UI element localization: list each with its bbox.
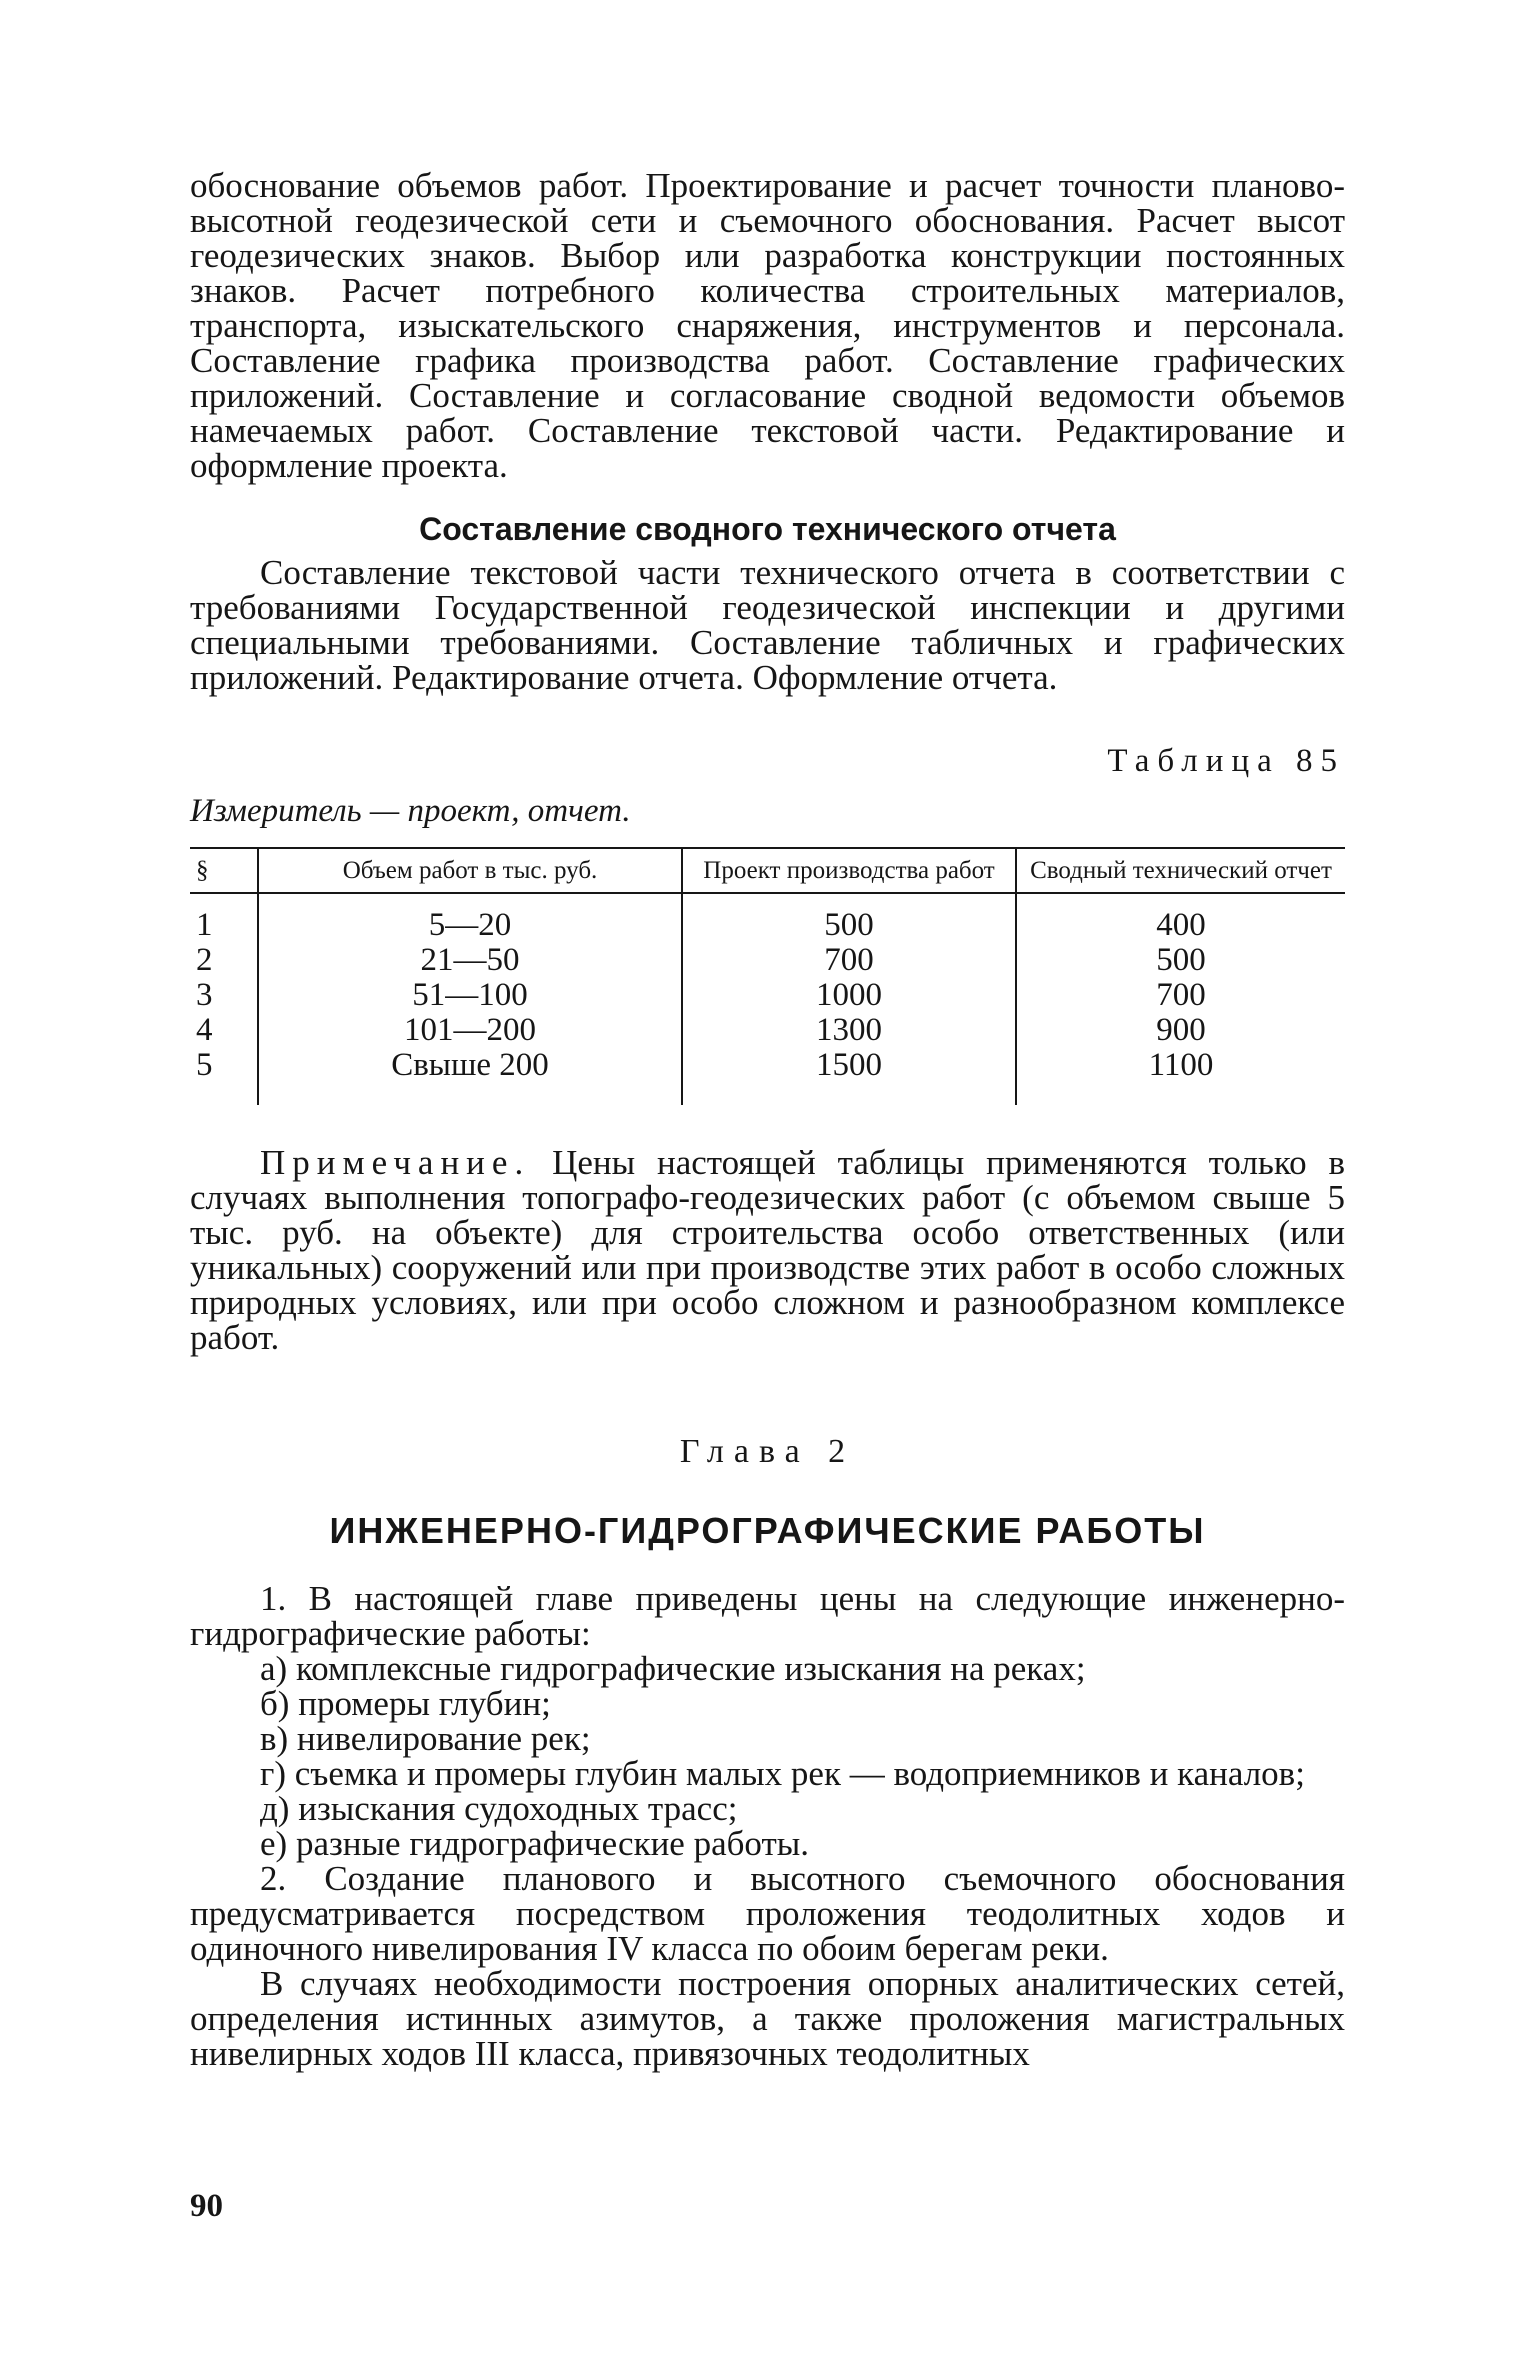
- list-item: а) комплексные гидрографические изыскания на реках;: [260, 1649, 1086, 1688]
- table-note: [190, 1145, 1345, 1355]
- chapter-label: Глава 2: [679, 1433, 856, 1470]
- price-table: [190, 847, 1345, 1105]
- cell-project: 1300: [682, 1013, 1016, 1048]
- table-row: [190, 1013, 1345, 1048]
- cell-project: 700: [682, 943, 1016, 978]
- cell-volume: 101—200: [258, 1013, 682, 1048]
- list-item: б) промеры глубин;: [260, 1684, 551, 1723]
- cell-project: 1500: [682, 1048, 1016, 1105]
- cell-volume: Свыше 200: [258, 1048, 682, 1105]
- table-number: Таблица 85: [1107, 743, 1345, 779]
- cell-volume: 5—20: [258, 893, 682, 943]
- table-row: [190, 943, 1345, 978]
- chapter-title: ИНЖЕНЕРНО-ГИДРОГРАФИЧЕСКИЕ РАБОТЫ: [329, 1510, 1206, 1551]
- cell-project: 500: [682, 893, 1016, 943]
- cell-section: 1: [196, 907, 213, 943]
- header-section: §: [190, 848, 258, 893]
- cell-section: 2: [196, 942, 213, 978]
- header-report: Сводный технический отчет: [1016, 848, 1345, 893]
- header-project: Проект производства работ: [682, 848, 1016, 893]
- cell-report: 500: [1016, 943, 1345, 978]
- page-content: [190, 168, 1345, 2071]
- cell-volume: 51—100: [258, 978, 682, 1013]
- cell-volume: 21—50: [258, 943, 682, 978]
- note-text: Цены настоящей таблицы применяются только в случаях выполнения топографо-геодезических работ (с объемом свыше 5 тыс. руб. на объекте) для строительства особо ответственных (или уникальных) сооружений или при производстве этих работ в особо сложных природных условиях, или при особо сложном и разнообразном комплексе работ.: [190, 1143, 1345, 1357]
- table-row: [190, 1048, 1345, 1105]
- table-header-row: [190, 848, 1345, 893]
- list-item: г) съемка и промеры глубин малых рек — водоприемников и каналов;: [260, 1754, 1305, 1793]
- table-row: [190, 893, 1345, 943]
- cell-project: 1000: [682, 978, 1016, 1013]
- list-item: в) нивелирование рек;: [260, 1719, 591, 1758]
- page-number: 90: [190, 2188, 223, 2224]
- cell-report: 400: [1016, 893, 1345, 943]
- section-heading: Составление сводного технического отчета: [419, 511, 1116, 547]
- cell-section: 4: [196, 1012, 213, 1048]
- table-row: [190, 978, 1345, 1013]
- cell-section: 5: [196, 1047, 213, 1083]
- cell-report: 1100: [1016, 1048, 1345, 1105]
- header-volume: Объем работ в тыс. руб.: [258, 848, 682, 893]
- list-item: е) разные гидрографические работы.: [260, 1824, 810, 1863]
- cell-report: 900: [1016, 1013, 1345, 1048]
- table-measure: Измеритель — проект, отчет.: [190, 793, 631, 829]
- section-paragraph: Составление текстовой части технического отчета в соответствии с требованиями Государственной геодезической инспекции и другими специальными требованиями. Составление табличных и графических приложений. Редактирование отчета. Оформление отчета.: [190, 553, 1345, 697]
- chapter-paragraph-3: В случаях необходимости построения опорных аналитических сетей, определения истинных азимутов, а также проложения магистральных нивелирных ходов III класса, привязочных теодолитных: [190, 1964, 1345, 2073]
- chapter-paragraph-1: 1. В настоящей главе приведены цены на следующие инженерно-гидрографические работы:: [190, 1579, 1345, 1653]
- intro-paragraph: обоснование объемов работ. Проектирование и расчет точности планово-высотной геодезической сети и съемочного обоснования. Расчет высот геодезических знаков. Выбор или разработка конструкции постоянных знаков. Расчет потребного количества строительных материалов, транспорта, изыскательского снаряжения, инструментов и персонала. Составление графика производства работ. Составление графических приложений. Составление и согласование сводной ведомости объемов намечаемых работ. Составление текстовой части. Редактирование и оформление проекта.: [190, 166, 1345, 485]
- note-label: Примечание.: [260, 1143, 531, 1182]
- cell-section: 3: [196, 977, 213, 1013]
- chapter-paragraph-2: 2. Создание планового и высотного съемочного обоснования предусматривается посредством проложения теодолитных ходов и одиночного нивелирования IV класса по обоим берегам реки.: [190, 1859, 1345, 1968]
- list-item: д) изыскания судоходных трасс;: [260, 1789, 738, 1828]
- cell-report: 700: [1016, 978, 1345, 1013]
